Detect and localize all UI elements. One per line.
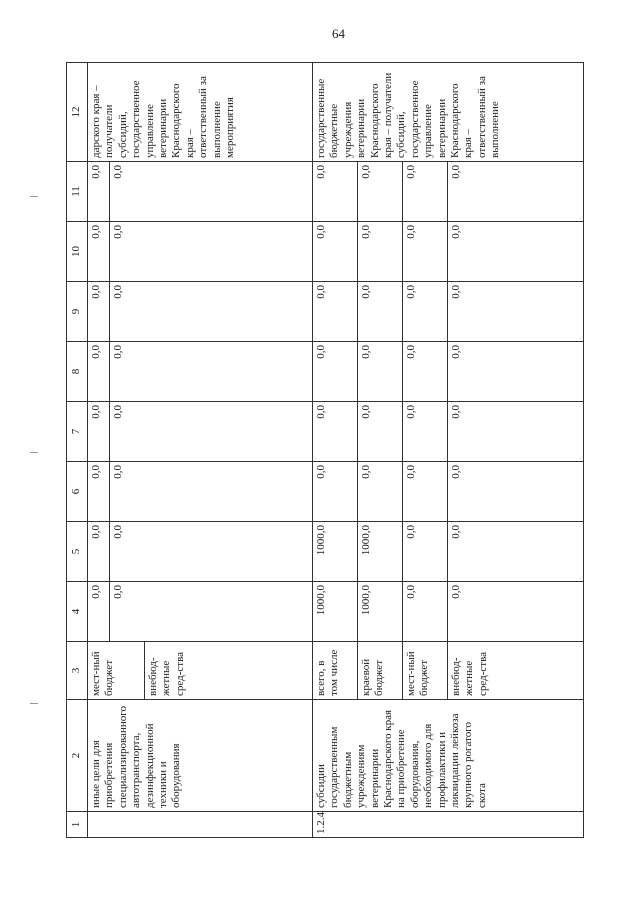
value-cell: [88, 162, 313, 222]
table-row: [313, 63, 584, 838]
funding-source-label: внебюд-жетные сред-ства: [450, 652, 489, 696]
funding-source-label: внебюд-жетные сред-ства: [147, 652, 186, 696]
value-cell: [313, 282, 584, 342]
value-cell: [313, 462, 584, 522]
header-cell: 4: [67, 582, 88, 642]
scan-mark: [30, 196, 38, 197]
value: 0,0: [358, 162, 403, 221]
value: 0,0: [313, 162, 358, 221]
value: 0,0: [403, 402, 448, 461]
value-cell: [313, 342, 584, 402]
value: 0,0: [88, 582, 110, 641]
value: 0,0: [403, 342, 448, 401]
funding-source-label: мест-ный бюджет: [88, 642, 145, 699]
value: 0,0: [403, 162, 448, 221]
value: 0,0: [313, 282, 358, 341]
measure-name: субсидии государственным бюджетным учреждениям ветеринарии Краснодарского края на приобретение оборудования, необходимого для профилактики и ликвидации лейкоза крупного рогатого скота: [313, 700, 584, 812]
value-cell: [313, 222, 584, 282]
header-cell: 5: [67, 522, 88, 582]
value-cell: [313, 402, 584, 462]
value: 0,0: [358, 282, 403, 341]
value: 0,0: [450, 345, 462, 359]
funding-source-label: краевой бюджет: [358, 642, 403, 699]
value: 0,0: [313, 222, 358, 281]
header-cell: 8: [67, 342, 88, 402]
funding-sources: [88, 642, 313, 700]
value: 0,0: [450, 525, 462, 539]
value: 0,0: [403, 222, 448, 281]
scan-mark: [30, 703, 38, 704]
executor: дарского края – получатели субсидий, государственное управление ветеринарии Краснодарского края – ответственный за выполнение мероприятия: [88, 63, 313, 162]
value-cell: [88, 402, 313, 462]
value: 0,0: [358, 342, 403, 401]
value: 0,0: [88, 342, 110, 401]
value: 0,0: [358, 402, 403, 461]
page-number: 64: [332, 26, 345, 41]
value: 0,0: [358, 222, 403, 281]
value: 1000,0: [358, 522, 403, 581]
header-cell: 6: [67, 462, 88, 522]
value: 0,0: [112, 345, 124, 359]
value-cell: [88, 582, 313, 642]
value: 0,0: [313, 462, 358, 521]
value: 0,0: [112, 225, 124, 239]
value: 0,0: [450, 225, 462, 239]
value: 0,0: [403, 462, 448, 521]
header-cell: 3: [67, 642, 88, 700]
value: 0,0: [88, 222, 110, 281]
value-cell: [88, 522, 313, 582]
value: 0,0: [88, 522, 110, 581]
value: 0,0: [450, 585, 462, 599]
value: 0,0: [313, 402, 358, 461]
row-number: [88, 812, 313, 838]
funding-source-label: мест-ный бюджет: [403, 642, 448, 699]
value: 0,0: [112, 585, 124, 599]
header-row: [67, 63, 88, 838]
header-cell: 12: [67, 63, 88, 162]
value: 0,0: [112, 165, 124, 179]
value-cell: [313, 582, 584, 642]
value: 1000,0: [313, 522, 358, 581]
executor: государственные бюджетные учреждения ветеринарии Краснодарского края – получатели субсидий, государственное управление ветеринарии Краснодарского края – ответственный за выполнение: [313, 63, 584, 162]
value-cell: [88, 462, 313, 522]
header-cell: 11: [67, 162, 88, 222]
value: 0,0: [403, 282, 448, 341]
value-cell: [313, 162, 584, 222]
value: 1000,0: [313, 582, 358, 641]
value: 0,0: [450, 285, 462, 299]
funding-source-label: всего, в том числе: [313, 642, 358, 699]
scan-mark: [30, 452, 38, 453]
value: 0,0: [88, 402, 110, 461]
rotated-table-container: [66, 63, 584, 838]
header-cell: 9: [67, 282, 88, 342]
value-cell: [88, 282, 313, 342]
value: 0,0: [450, 405, 462, 419]
value: 0,0: [112, 525, 124, 539]
measure-name: иные цели для приобретения специализированного автотранспорта, дезинфекционной техники и оборудования: [88, 700, 313, 812]
header-cell: 7: [67, 402, 88, 462]
value: 0,0: [112, 285, 124, 299]
header-cell: 1: [67, 812, 88, 838]
value: 0,0: [112, 405, 124, 419]
value-cell: [313, 522, 584, 582]
value: 0,0: [358, 462, 403, 521]
value: 0,0: [88, 282, 110, 341]
value: 0,0: [88, 162, 110, 221]
value: 0,0: [450, 465, 462, 479]
funding-sources: [313, 642, 584, 700]
value-cell: [88, 222, 313, 282]
header-cell: 10: [67, 222, 88, 282]
header-cell: 2: [67, 700, 88, 812]
value: 0,0: [450, 165, 462, 179]
value: 0,0: [88, 462, 110, 521]
row-number: 1.2.4: [313, 812, 584, 838]
value-cell: [88, 342, 313, 402]
value: 0,0: [313, 342, 358, 401]
table-row: [88, 63, 313, 838]
value: 0,0: [403, 582, 448, 641]
value: 0,0: [403, 522, 448, 581]
value: 1000,0: [358, 582, 403, 641]
value: 0,0: [112, 465, 124, 479]
budget-table: [66, 62, 584, 838]
